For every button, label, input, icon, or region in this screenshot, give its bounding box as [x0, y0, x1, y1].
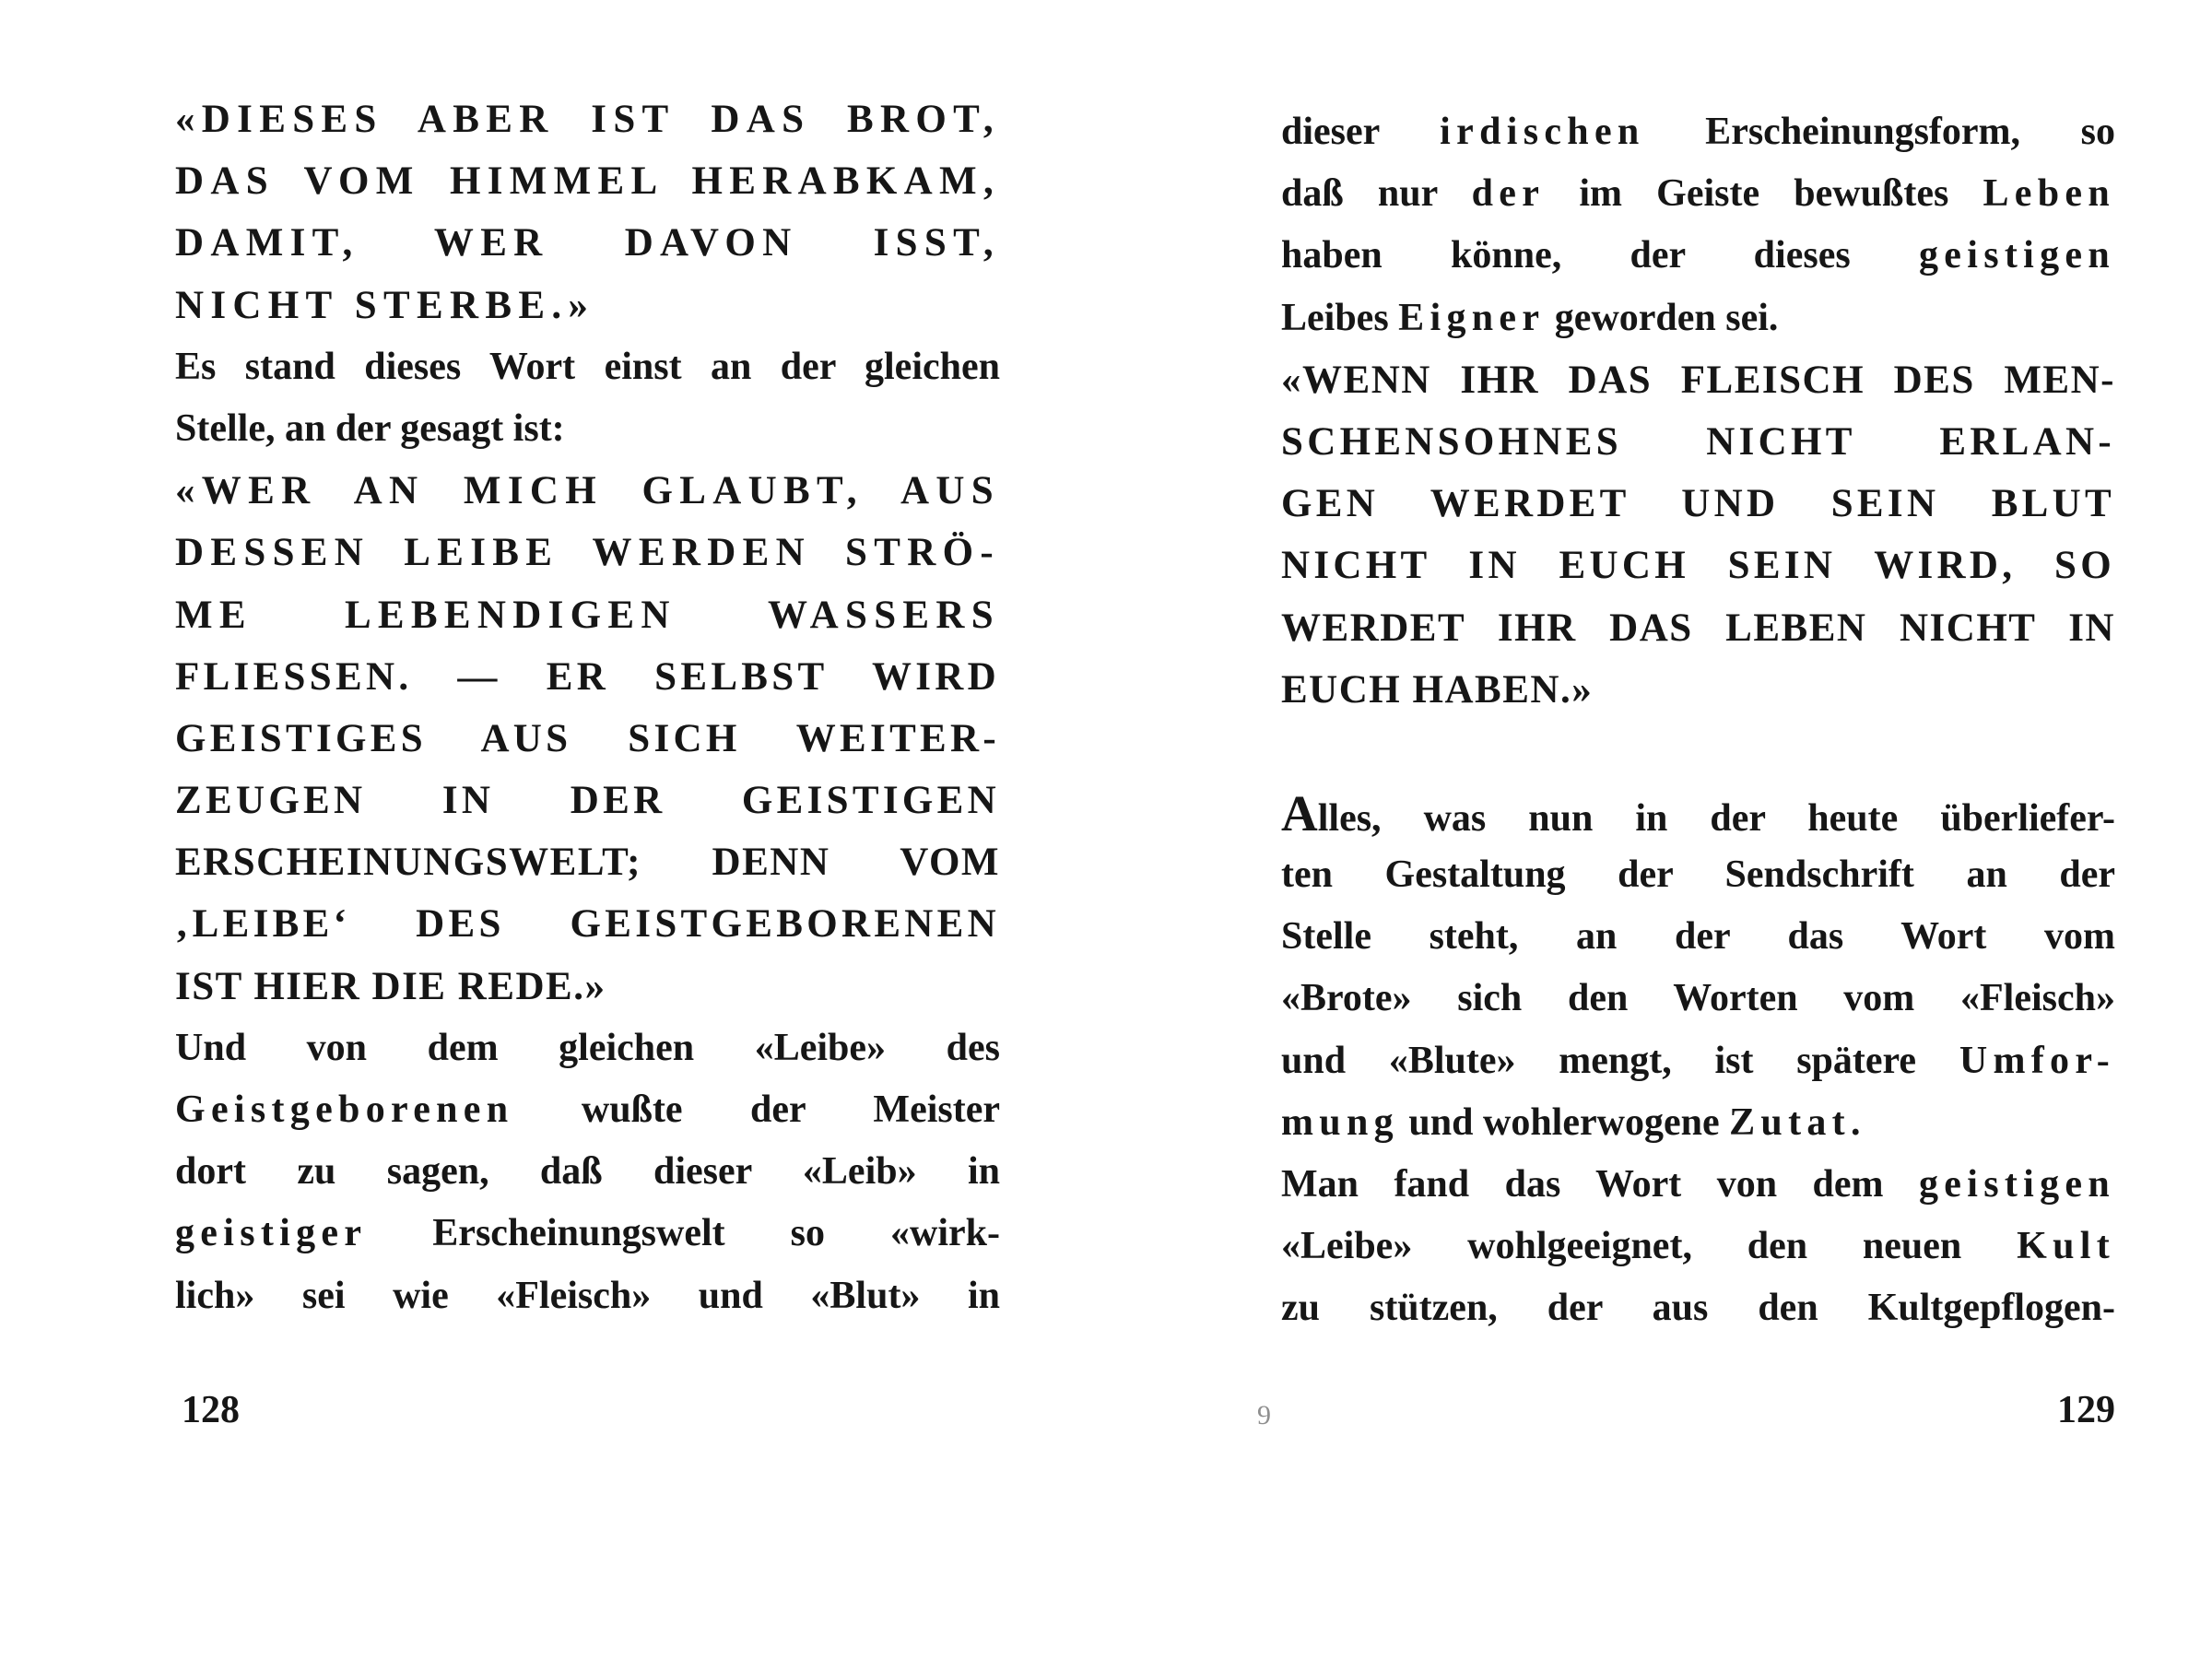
text-line — [1281, 163, 2115, 225]
text-segment: Geistgeborenen — [175, 1088, 514, 1131]
text-line — [1281, 597, 2115, 659]
text-segment: und wohlerwogene — [1398, 1100, 1730, 1144]
text-segment: Eigner — [1398, 296, 1546, 339]
text-segment: geistigen — [1918, 234, 2115, 277]
text-segment: ten Gestaltung der Sendschrift an der — [1281, 853, 2115, 897]
text-line — [175, 336, 1000, 398]
text-segment: dort zu sagen, daß dieser «Leib» in — [175, 1150, 1000, 1194]
text-line — [1281, 1154, 2115, 1216]
text-segment: IST HIER DIE REDE.» — [175, 964, 606, 1008]
text-segment: «WENN IHR DAS FLEISCH DES MEN- — [1281, 358, 2115, 402]
text-line — [1281, 906, 2115, 968]
text-segment: FLIESSEN. — ER SELBST WIRD — [175, 654, 1000, 699]
text-line — [175, 212, 1000, 274]
page-number-left: 128 — [182, 1389, 240, 1431]
text-line — [1281, 473, 2115, 535]
text-segment: ‚LEIBE‘ DES GEISTGEBORENEN — [175, 902, 1000, 947]
text-segment: Und von dem gleichen «Leibe» des — [175, 1026, 1000, 1069]
text-segment: zu stützen, der aus den Kultgepflogen- — [1281, 1287, 2115, 1330]
text-segment: irdischen — [1440, 111, 1645, 153]
text-line — [1281, 844, 2115, 906]
text-line — [175, 646, 1000, 708]
text-line — [175, 770, 1000, 831]
text-segment: Leben — [1983, 172, 2115, 216]
text-line — [175, 584, 1000, 646]
text-line — [175, 1079, 1000, 1141]
page-right-text-column — [1281, 101, 2115, 1340]
text-line — [1281, 1092, 2115, 1154]
text-line — [1281, 349, 2115, 411]
text-segment: EUCH HABEN.» — [1281, 667, 1594, 712]
text-segment: . — [1850, 1100, 1861, 1144]
text-line — [175, 708, 1000, 770]
text-line — [175, 150, 1000, 212]
text-segment: Zutat — [1729, 1100, 1851, 1144]
text-segment: Es stand dieses Wort einst an der gleichen — [175, 345, 1000, 388]
text-line — [1281, 288, 2115, 349]
text-segment: Umfor- — [1959, 1039, 2115, 1082]
text-segment: GEISTIGES AUS SICH WEITER- — [175, 716, 1000, 760]
text-segment: Alles, was nun in der heute überliefer- — [1281, 784, 2115, 841]
text-segment: geistigen — [1918, 1163, 2115, 1206]
text-line — [175, 956, 1000, 1018]
text-segment: SCHENSOHNES NICHT ERLAN- — [1281, 419, 2115, 464]
text-segment: Man fand das Wort von dem — [1281, 1163, 1919, 1206]
text-segment: «Brote» sich den Worten vom «Fleisch» — [1281, 977, 2115, 1020]
text-segment: Leibes — [1281, 296, 1399, 339]
text-segment: dieser — [1281, 111, 1441, 153]
text-segment: lich» sei wie «Fleisch» und «Blut» in — [175, 1274, 1000, 1317]
text-line — [175, 460, 1000, 522]
text-segment: «Leibe» wohlgeeignet, den neuen — [1281, 1225, 2018, 1268]
text-segment: NICHT STERBE.» — [175, 283, 595, 327]
text-line — [1281, 659, 2115, 721]
text-segment: Erscheinungswelt so «wirk- — [367, 1212, 1000, 1255]
printers-signature-mark: 9 — [1257, 1400, 1271, 1430]
text-segment: haben könne, der dieses — [1281, 234, 1919, 277]
text-line — [1281, 225, 2115, 287]
text-line — [175, 1141, 1000, 1203]
text-segment: Kult — [2017, 1225, 2115, 1268]
text-segment: DESSEN LEIBE WERDEN STRÖ- — [175, 531, 1000, 575]
text-line — [175, 88, 1000, 150]
text-line — [1281, 535, 2115, 596]
text-segment: DAMIT, WER DAVON ISST, — [175, 221, 1000, 265]
text-segment: NICHT IN EUCH SEIN WIRD, SO — [1281, 544, 2115, 588]
text-segment: geistiger — [175, 1212, 368, 1255]
text-segment: daß nur — [1281, 172, 1472, 216]
text-line — [1281, 1277, 2115, 1339]
text-line — [175, 398, 1000, 460]
text-line — [175, 275, 1000, 336]
text-line — [175, 893, 1000, 955]
text-line — [1281, 101, 2115, 163]
text-segment: und «Blute» mengt, ist spätere — [1281, 1039, 1959, 1082]
text-segment: der — [1471, 172, 1546, 216]
text-line — [175, 1018, 1000, 1079]
text-segment: Stelle, an der gesagt ist: — [175, 406, 565, 450]
text-segment: ZEUGEN IN DER GEISTIGEN — [175, 779, 1000, 823]
text-segment: wußte der Meister — [513, 1088, 1000, 1131]
text-line — [1281, 1030, 2115, 1092]
text-line — [1281, 782, 2115, 844]
text-segment: «WER AN MICH GLAUBT, AUS — [175, 469, 1000, 513]
text-segment: DAS VOM HIMMEL HERABKAM, — [175, 159, 1000, 204]
text-segment: «DIESES ABER IST DAS BROT, — [175, 98, 1000, 141]
text-line — [1281, 968, 2115, 1030]
text-line — [175, 831, 1000, 893]
text-segment: GEN WERDET UND SEIN BLUT — [1281, 482, 2115, 526]
page-number-right: 129 — [2057, 1389, 2115, 1431]
text-line — [175, 1203, 1000, 1265]
text-segment: Erscheinungsform, so — [1644, 111, 2115, 153]
text-segment: WERDET IHR DAS LEBEN NICHT IN — [1281, 606, 2115, 650]
text-segment: ERSCHEINUNGSWELT; DENN VOM — [175, 841, 1000, 885]
text-line — [175, 522, 1000, 583]
text-line — [175, 1265, 1000, 1327]
text-segment: Stelle steht, an der das Wort vom — [1281, 915, 2115, 959]
text-segment: geworden sei. — [1545, 296, 1779, 339]
text-segment: ME LEBENDIGEN WASSERS — [175, 593, 1000, 637]
text-line — [1281, 1216, 2115, 1277]
text-segment: im Geiste bewußtes — [1545, 172, 1983, 216]
text-segment: mung — [1281, 1100, 1399, 1144]
text-line — [1281, 411, 2115, 473]
page-left-text-column — [175, 88, 1000, 1327]
